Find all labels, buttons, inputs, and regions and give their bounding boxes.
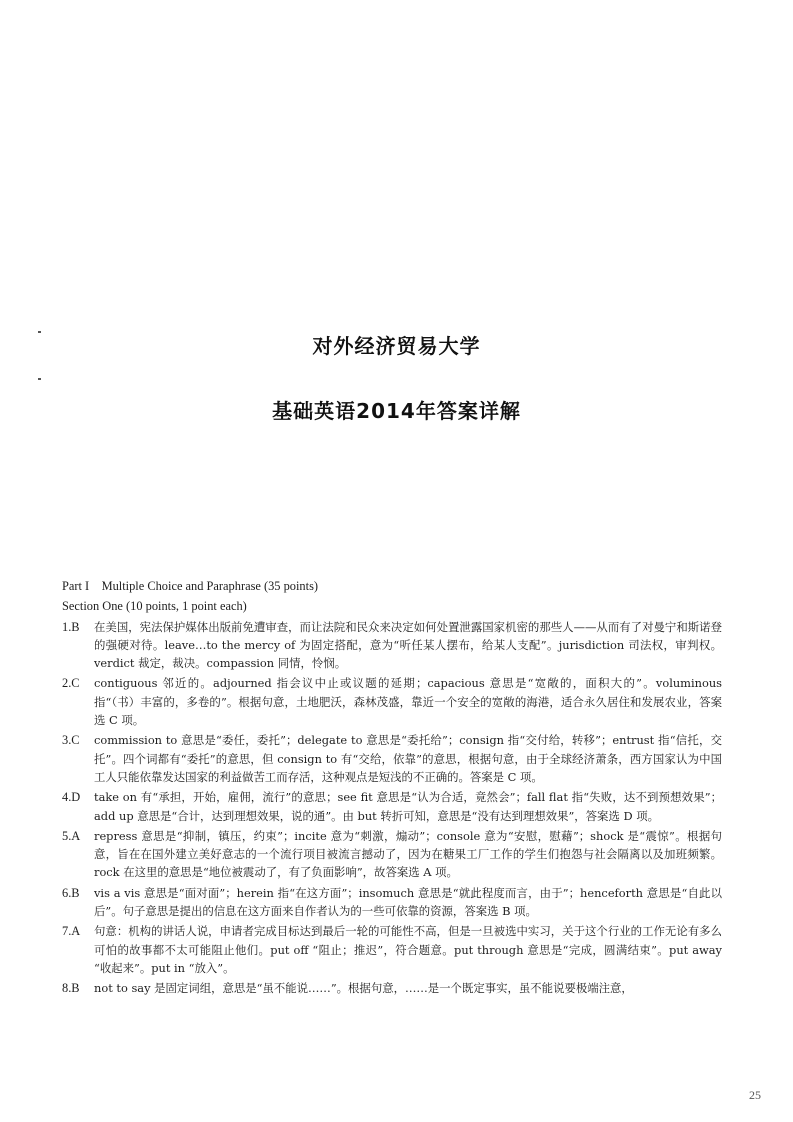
answer-explanation: not to say 是固定词组，意思是“虽不能说……”。根据句意，……是一个既定事实，虽不能说要极端注意， — [94, 981, 633, 996]
answer-item — [62, 674, 722, 729]
answer-item — [62, 788, 722, 825]
scan-mark-bottom — [38, 378, 41, 380]
page-number: 25 — [749, 1088, 761, 1102]
answer-item — [62, 618, 722, 673]
answer-item — [62, 827, 722, 882]
answer-number: 6.B — [62, 885, 80, 900]
answer-explanation: commission to 意思是“委任，委托”；delegate to 意思是“委托给”；consign 指“交付给，转移”；entrust 指“信托，交托”。四个词都有“委托”的意思，但 consign to 有“交给，依靠”的意思，根据句意，由于全球经济萧条，西方国家认为中国工人只能依靠发达国家的利益做苦工而存活，这种观点是短浅的不正确的。答案是 C 项。 — [94, 733, 722, 784]
university-title: 对外经济贸易大学 — [312, 334, 481, 358]
part-heading: Part I Multiple Choice and Paraphrase (35 points) — [62, 579, 319, 593]
answer-content — [62, 577, 722, 1000]
document-title: 基础英语2014年答案详解 — [272, 399, 521, 423]
answer-number: 3.C — [62, 733, 80, 748]
answer-number: 7.A — [62, 924, 81, 939]
answer-number: 8.B — [62, 981, 80, 996]
answer-item — [62, 979, 722, 997]
section-heading: Section One (10 points, 1 point each) — [62, 599, 247, 614]
answer-explanation: 在美国，宪法保护媒体出版前免遭审查，而让法院和民众来决定如何处置泄露国家机密的那些人——从而有了对曼宁和斯诺登的强硬对待。leave…to the mercy of 为固定搭配，意为“听任某人摆布，给某人支配”。jurisdiction 司法权，审判权。verdict 裁定，裁决。compassion 同情，怜悯。 — [94, 619, 722, 671]
answer-number: 4.D — [62, 790, 81, 805]
answer-explanation: vis a vis 意思是“面对面”；herein 指“在这方面”；insomuch 意思是“就此程度而言，由于”；henceforth 意思是“自此以后”。句子意思是提出的信息在这方面来自作者认为的一些可依靠的资源，答案选 B 项。 — [94, 885, 722, 919]
answer-number: 5.A — [62, 828, 81, 843]
answer-item — [62, 884, 722, 921]
answer-explanation: 句意：机构的讲话人说，申请者完成目标达到最后一轮的可能性不高，但是一旦被选中实习，关于这个行业的工作无论有多么可怕的故事都不太可能阻止他们。put off “阻止；推迟”，符合题意。put through 意思是“完成，圆满结束”。put away “收起来”。put in “放入”。 — [94, 924, 722, 975]
answer-item — [62, 731, 722, 786]
answer-list — [62, 618, 722, 998]
answer-item — [62, 922, 722, 977]
answer-explanation: repress 意思是“抑制，镇压，约束”；incite 意为“刺激，煽动”；console 意为“安慰，慰藉”；shock 是“震惊”。根据句意，旨在在国外建立美好意志的一个流行项目被流言撼动了，因为在糖果工厂工作的学生们抱怨与社会隔离以及加班频繁。rock 在这里的意思是“地位被震动了，有了负面影响”，故答案选 A 项。 — [94, 828, 722, 880]
answer-number: 2.C — [62, 676, 80, 691]
answer-explanation: take on 有“承担，开始，雇佣，流行”的意思；see fit 意思是“认为合适，竟然会”；fall flat 指“失败，达不到预想效果”；add up 意思是“合计，达到理想效果，说的通”。由 but 转折可知，意思是“没有达到理想效果”，答案选 D 项。 — [94, 790, 722, 823]
answer-number: 1.B — [62, 619, 80, 634]
answer-explanation: contiguous 邻近的。adjourned 指会议中止或议题的延期；capacious 意思是“宽敞的，面积大的”。voluminous 指“（书）丰富的，多卷的”。根据句意，土地肥沃，森林茂盛，靠近一个安全的宽敞的海港，适合永久居住和发展农业，答案选 C 项。 — [94, 676, 722, 728]
